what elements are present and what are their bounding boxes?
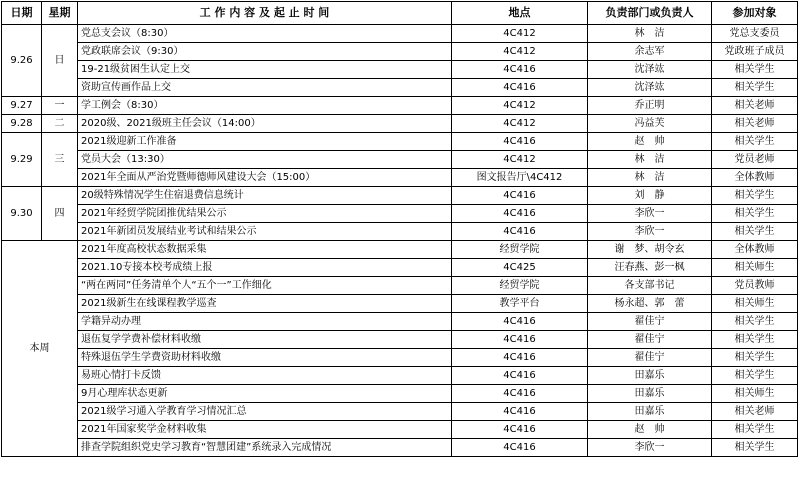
owner-cell: 汪春燕、彭一枫 [588, 259, 712, 277]
header-place: 地点 [452, 2, 588, 25]
content-cell: 排查学院组织党史学习教育“智慧团建”系统录入完成情况 [78, 439, 452, 457]
date-cell: 9.29 [2, 133, 42, 187]
target-cell: 相关学生 [712, 133, 798, 151]
place-cell: 经贸学院 [452, 241, 588, 259]
owner-cell: 林 洁 [588, 151, 712, 169]
content-cell: 党员大会（13:30） [78, 151, 452, 169]
table-row [2, 331, 798, 349]
weekday-cell: 四 [42, 187, 78, 241]
table-row [2, 223, 798, 241]
place-cell: 4C416 [452, 331, 588, 349]
content-cell: 2021年新团员发展结业考试和结果公示 [78, 223, 452, 241]
table-row [2, 439, 798, 457]
target-cell: 相关学生 [712, 223, 798, 241]
target-cell: 党总支委员 [712, 25, 798, 43]
owner-cell: 赵 帅 [588, 421, 712, 439]
table-row [2, 259, 798, 277]
content-cell: 易班心情打卡反馈 [78, 367, 452, 385]
place-cell: 4C416 [452, 223, 588, 241]
content-cell: 19-21级贫困生认定上交 [78, 61, 452, 79]
table-row [2, 79, 798, 97]
target-cell: 党员教师 [712, 277, 798, 295]
week-scope-cell: 本周 [2, 241, 78, 457]
target-cell: 相关师生 [712, 259, 798, 277]
content-cell: 2021.10专接本校考成绩上报 [78, 259, 452, 277]
place-cell: 4C416 [452, 349, 588, 367]
content-cell: “两在两同”任务清单个人“五个一”工作细化 [78, 277, 452, 295]
place-cell: 4C416 [452, 187, 588, 205]
table-row [2, 25, 798, 43]
content-cell: 2021年度高校状态数据采集 [78, 241, 452, 259]
content-cell: 2020级、2021级班主任会议（14:00） [78, 115, 452, 133]
content-cell: 20级特殊情况学生住宿退费信息统计 [78, 187, 452, 205]
table-row [2, 295, 798, 313]
header-date: 日期 [2, 2, 42, 25]
weekday-cell: 一 [42, 97, 78, 115]
owner-cell: 田嘉乐 [588, 367, 712, 385]
weekday-cell: 三 [42, 133, 78, 187]
content-cell: 党政联席会议（9:30） [78, 43, 452, 61]
place-cell: 4C416 [452, 133, 588, 151]
target-cell: 相关学生 [712, 79, 798, 97]
owner-cell: 李欣一 [588, 439, 712, 457]
place-cell: 4C412 [452, 115, 588, 133]
target-cell: 相关学生 [712, 313, 798, 331]
table-row [2, 403, 798, 421]
owner-cell: 刘 静 [588, 187, 712, 205]
owner-cell: 林 洁 [588, 25, 712, 43]
header-weekday: 星期 [42, 2, 78, 25]
table-row [2, 133, 798, 151]
target-cell: 党员老师 [712, 151, 798, 169]
target-cell: 全体教师 [712, 169, 798, 187]
table-row [2, 277, 798, 295]
target-cell: 相关老师 [712, 97, 798, 115]
place-cell: 4C412 [452, 43, 588, 61]
owner-cell: 沈泽竑 [588, 79, 712, 97]
place-cell: 4C425 [452, 259, 588, 277]
header-owner: 负责部门或负责人 [588, 2, 712, 25]
owner-cell: 翟佳宁 [588, 349, 712, 367]
owner-cell: 翟佳宁 [588, 331, 712, 349]
owner-cell: 各支部书记 [588, 277, 712, 295]
content-cell: 2021级迎新工作准备 [78, 133, 452, 151]
place-cell: 4C416 [452, 403, 588, 421]
content-cell: 2021年全面从严治党暨师德师风建设大会（15:00） [78, 169, 452, 187]
table-row [2, 367, 798, 385]
weekday-cell: 日 [42, 25, 78, 97]
target-cell: 相关师生 [712, 385, 798, 403]
target-cell: 全体教师 [712, 241, 798, 259]
table-row [2, 349, 798, 367]
header-target: 参加对象 [712, 2, 798, 25]
content-cell: 退伍复学学费补偿材料收缴 [78, 331, 452, 349]
place-cell: 4C416 [452, 205, 588, 223]
content-cell: 学工例会（8:30） [78, 97, 452, 115]
table-row [2, 43, 798, 61]
place-cell: 教学平台 [452, 295, 588, 313]
date-cell: 9.26 [2, 25, 42, 97]
content-cell: 学籍异动办理 [78, 313, 452, 331]
owner-cell: 田嘉乐 [588, 385, 712, 403]
target-cell: 党政班子成员 [712, 43, 798, 61]
table-row [2, 187, 798, 205]
target-cell: 相关学生 [712, 331, 798, 349]
owner-cell: 翟佳宁 [588, 313, 712, 331]
header-row [2, 2, 798, 25]
table-row [2, 313, 798, 331]
date-cell: 9.27 [2, 97, 42, 115]
table-row [2, 421, 798, 439]
owner-cell: 赵 帅 [588, 133, 712, 151]
table-row [2, 205, 798, 223]
owner-cell: 沈泽竑 [588, 61, 712, 79]
place-cell: 4C416 [452, 385, 588, 403]
owner-cell: 林 洁 [588, 169, 712, 187]
owner-cell: 乔正明 [588, 97, 712, 115]
place-cell: 4C416 [452, 79, 588, 97]
table-row [2, 241, 798, 259]
owner-cell: 田嘉乐 [588, 403, 712, 421]
content-cell: 2021年经贸学院团推优结果公示 [78, 205, 452, 223]
target-cell: 相关学生 [712, 205, 798, 223]
owner-cell: 李欣一 [588, 205, 712, 223]
table-row [2, 115, 798, 133]
place-cell: 4C416 [452, 313, 588, 331]
content-cell: 2021级学习通入学教育学习情况汇总 [78, 403, 452, 421]
place-cell: 4C416 [452, 367, 588, 385]
owner-cell: 李欣一 [588, 223, 712, 241]
place-cell: 图文报告厅\4C412 [452, 169, 588, 187]
schedule-body [2, 25, 798, 457]
weekday-cell: 二 [42, 115, 78, 133]
table-row [2, 97, 798, 115]
content-cell: 2021级新生在线课程教学巡查 [78, 295, 452, 313]
target-cell: 相关师生 [712, 295, 798, 313]
date-cell: 9.28 [2, 115, 42, 133]
target-cell: 相关老师 [712, 115, 798, 133]
target-cell: 相关老师 [712, 403, 798, 421]
place-cell: 4C416 [452, 421, 588, 439]
table-row [2, 169, 798, 187]
date-cell: 9.30 [2, 187, 42, 241]
content-cell: 9月心理库状态更新 [78, 385, 452, 403]
owner-cell: 余志军 [588, 43, 712, 61]
content-cell: 2021年国家奖学金材料收集 [78, 421, 452, 439]
target-cell: 相关学生 [712, 439, 798, 457]
place-cell: 4C416 [452, 61, 588, 79]
header-content: 工 作 内 容 及 起 止 时 间 [78, 2, 452, 25]
owner-cell: 冯益芙 [588, 115, 712, 133]
table-row [2, 61, 798, 79]
owner-cell: 杨永超、郭 蕾 [588, 295, 712, 313]
weekly-schedule-table [1, 1, 798, 457]
place-cell: 经贸学院 [452, 277, 588, 295]
target-cell: 相关学生 [712, 61, 798, 79]
place-cell: 4C412 [452, 25, 588, 43]
owner-cell: 谢 梦、胡令玄 [588, 241, 712, 259]
content-cell: 党总支会议（8:30） [78, 25, 452, 43]
target-cell: 相关学生 [712, 421, 798, 439]
place-cell: 4C416 [452, 439, 588, 457]
content-cell: 资助宣传画作品上交 [78, 79, 452, 97]
target-cell: 相关学生 [712, 349, 798, 367]
target-cell: 相关学生 [712, 187, 798, 205]
place-cell: 4C412 [452, 97, 588, 115]
content-cell: 特殊退伍学生学费资助材料收缴 [78, 349, 452, 367]
table-row [2, 151, 798, 169]
table-row [2, 385, 798, 403]
place-cell: 4C412 [452, 151, 588, 169]
target-cell: 相关学生 [712, 367, 798, 385]
